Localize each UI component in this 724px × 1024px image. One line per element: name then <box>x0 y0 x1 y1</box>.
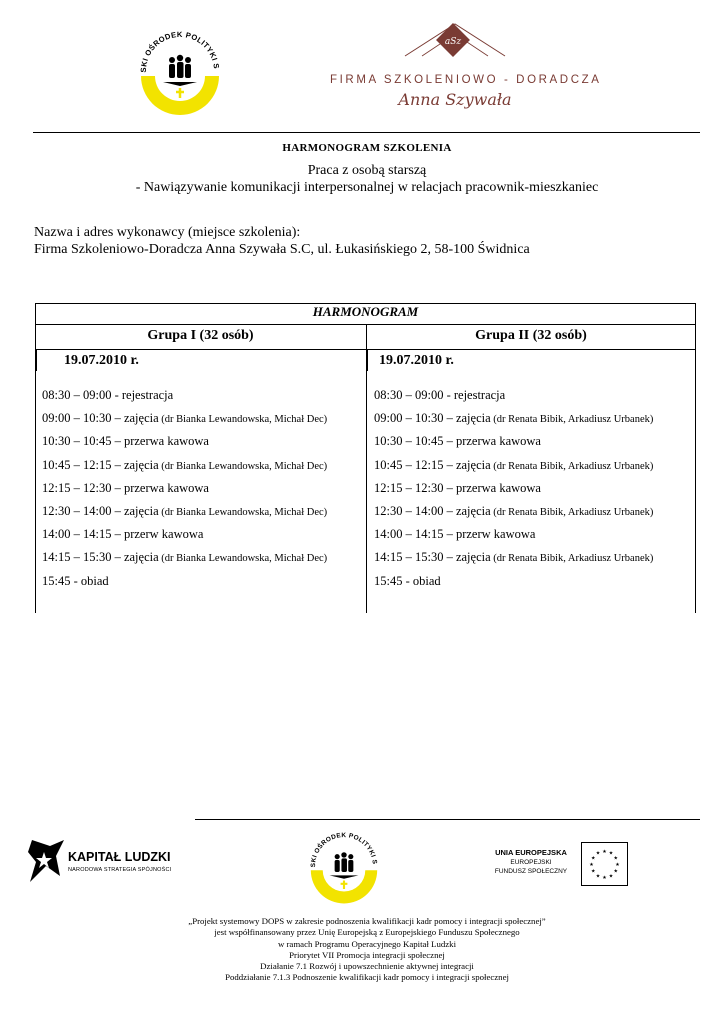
schedule-slot <box>374 388 505 403</box>
schedule-slot <box>374 458 653 473</box>
footer-line: „Projekt systemowy DOPS w zakresie podnoszenia kwalifikacji kadr pomocy i integracji społecznej” <box>188 916 546 926</box>
slot-time-activity: 09:00 – 10:30 – zajęcia <box>42 411 159 426</box>
slot-trainers: (dr Bianka Lewandowska, Michał Dec) <box>158 414 328 426</box>
schedule-slot <box>42 481 209 496</box>
firma-logo <box>330 20 602 120</box>
footer-line: Poddziałanie 7.1.3 Podnoszenie kwalifikacji kadr pomocy i integracji społecznej <box>225 972 509 983</box>
group-1-header: Grupa I (32 osób) <box>147 328 254 343</box>
footer-line: jest współfinansowany przez Unię Europejską z Europejskiego Funduszu Społecznego <box>214 927 520 938</box>
eu-star-icon: ★ <box>602 875 607 881</box>
slot-time-activity: 09:00 – 10:30 – zajęcia <box>374 411 491 426</box>
slot-time-activity: 08:30 – 09:00 - rejestracja <box>42 388 174 402</box>
schedule-slot <box>42 458 327 473</box>
address-label: Nazwa i adres wykonawcy (miejsce szkolenia): <box>34 225 301 240</box>
eu-star-icon: ★ <box>589 862 594 868</box>
slot-trainers: (dr Renata Bibik, Arkadiusz Urbanek) <box>490 414 654 426</box>
schedule-slot <box>42 550 327 565</box>
slot-time-activity: 08:30 – 09:00 - rejestracja <box>374 388 506 402</box>
slot-trainers: (dr Bianka Lewandowska, Michał Dec) <box>158 553 328 565</box>
schedule-heading: HARMONOGRAM <box>312 304 419 319</box>
schedule-slot <box>374 574 441 589</box>
firma-signature: Anna Szywała <box>398 90 512 109</box>
slot-trainers: (dr Bianka Lewandowska, Michał Dec) <box>158 460 328 472</box>
schedule-slot <box>42 434 209 449</box>
document-title: HARMONOGRAM SZKOLENIA <box>282 142 452 154</box>
eu-line-2: FUNDUSZ SPOŁECZNY <box>494 868 568 875</box>
kapital-ludzki-logo <box>26 836 186 886</box>
slot-time-activity: 10:30 – 10:45 – przerwa kawowa <box>42 434 209 449</box>
slot-time-activity: 12:15 – 12:30 – przerwa kawowa <box>374 480 541 495</box>
schedule-slot <box>42 574 109 589</box>
kapital-ludzki-title: KAPITAŁ LUDZKI <box>68 850 171 864</box>
slot-time-activity: 12:30 – 14:00 – zajęcia <box>42 504 159 518</box>
schedule-slot <box>42 527 203 542</box>
slot-time-activity: 10:30 – 10:45 – przerwa kawowa <box>374 434 541 449</box>
eu-star-icon: ★ <box>608 873 614 880</box>
eu-star-icon: ★ <box>608 850 614 857</box>
eu-star-icon: ★ <box>613 868 619 875</box>
slot-time-activity: 14:00 – 14:15 – przerw kawowa <box>42 527 204 542</box>
document-subtitle: Praca z osobą starszą <box>307 163 427 178</box>
slot-time-activity: 12:30 – 14:00 – zajęcia <box>374 504 491 518</box>
slot-trainers: (dr Renata Bibik, Arkadiusz Urbanek) <box>490 460 654 472</box>
svg-text:DOLNOŚLĄSKI OŚRODEK POLITYKI S: SKI OŚRODEK POLITYKI S <box>138 29 222 73</box>
eu-logo <box>484 842 629 888</box>
group-2-header: Grupa II (32 osób) <box>475 328 587 343</box>
slot-trainers: (dr Renata Bibik, Arkadiusz Urbanek) <box>490 553 654 565</box>
slot-time-activity: 15:45 - obiad <box>374 573 441 588</box>
schedule-slot <box>42 504 327 519</box>
schedule-slot <box>374 411 653 426</box>
eu-flag <box>581 842 628 886</box>
group-2-date: 19.07.2010 r. <box>379 353 454 368</box>
slot-time-activity: 14:00 – 14:15 – przerw kawowa <box>374 527 536 542</box>
eu-stars-icon <box>582 843 627 885</box>
schedule-slot <box>374 550 653 565</box>
kapital-ludzki-star-icon <box>26 838 66 884</box>
footer-divider <box>195 819 700 820</box>
document-topic: - Nawiązywanie komunikacji interpersonalnej w relacjach pracownik-mieszkaniec <box>135 180 599 195</box>
footer-text <box>0 916 724 984</box>
slot-time-activity: 12:15 – 12:30 – przerwa kawowa <box>42 480 209 495</box>
eu-star-icon: ★ <box>590 855 596 862</box>
schedule-slot <box>374 527 535 542</box>
slot-time-activity: 14:15 – 15:30 – zajęcia <box>374 550 491 565</box>
footer-line: w ramach Programu Operacyjnego Kapitał Ludzki <box>277 938 457 949</box>
schedule-slot <box>374 481 541 496</box>
firma-name: FIRMA SZKOLENIOWO - DORADCZA <box>330 74 602 86</box>
eu-star-icon: ★ <box>595 850 601 857</box>
eu-title: UNIA EUROPEJSKA <box>495 848 567 857</box>
dops-logo-footer <box>304 826 384 906</box>
kapital-ludzki-subtitle: NARODOWA STRATEGIA SPÓJNOŚCI <box>68 867 172 873</box>
footer-line: Działanie 7.1 Rozwój i upowszechnienie aktywnej integracji <box>260 961 474 972</box>
firma-monogram: aSz <box>444 37 462 47</box>
firma-diamond-icon <box>330 20 580 72</box>
schedule-slot <box>374 434 541 449</box>
dops-emblem-icon <box>133 24 227 118</box>
address-value: Firma Szkoleniowo-Doradcza Anna Szywała S.C, ul. Łukasińskiego 2, 58-100 Świdnica <box>34 242 530 257</box>
schedule-slot <box>374 504 653 519</box>
eu-line-1: EUROPEJSKI <box>510 859 552 866</box>
slot-time-activity: 15:45 - obiad <box>42 573 109 588</box>
group-1-date: 19.07.2010 r. <box>64 353 139 368</box>
eu-star-icon: ★ <box>602 849 607 855</box>
slot-trainers: (dr Bianka Lewandowska, Michał Dec) <box>158 507 328 518</box>
schedule-slot <box>42 388 173 403</box>
eu-star-icon: ★ <box>613 855 619 862</box>
eu-star-icon: ★ <box>615 862 620 868</box>
slot-time-activity: 10:45 – 12:15 – zajęcia <box>42 457 159 472</box>
dops-logo <box>133 24 227 118</box>
slot-trainers: (dr Renata Bibik, Arkadiusz Urbanek) <box>490 507 654 518</box>
schedule-slot <box>42 411 327 426</box>
footer-line: Priorytet VII Promocja integracji społecznej <box>289 949 445 960</box>
eu-star-icon: ★ <box>595 873 601 880</box>
svg-text:DOLNOŚLĄSKI OŚRODEK POLITYKI S: SKI OŚRODEK POLITYKI S <box>310 832 378 868</box>
dops-emblem-icon <box>304 826 384 906</box>
slot-time-activity: 14:15 – 15:30 – zajęcia <box>42 550 159 565</box>
slot-time-activity: 10:45 – 12:15 – zajęcia <box>374 457 491 472</box>
header-divider <box>33 132 700 133</box>
eu-star-icon: ★ <box>590 868 596 875</box>
